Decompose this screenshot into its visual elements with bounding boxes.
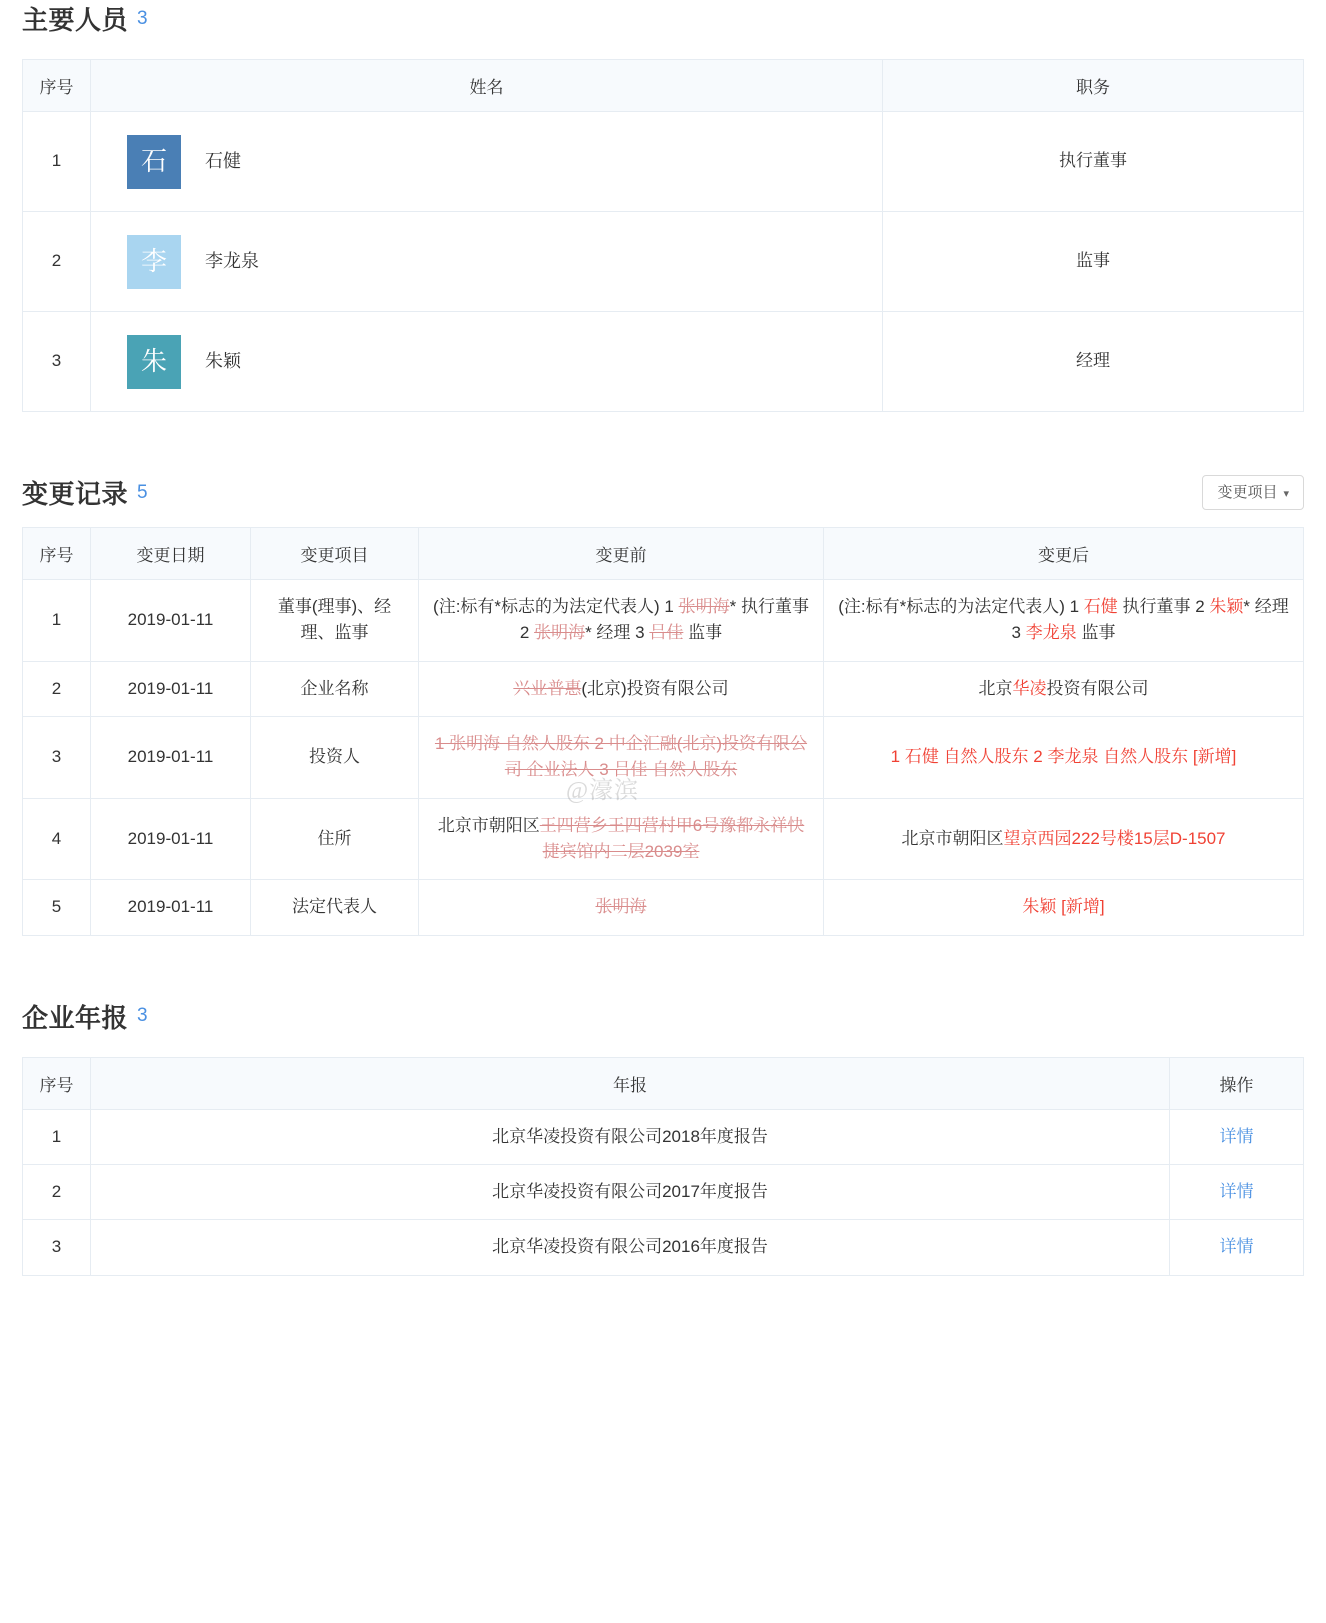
change-after bbox=[824, 717, 1304, 799]
changes-section-header bbox=[22, 474, 1304, 511]
plain-text: 投资有限公司 bbox=[1046, 678, 1149, 698]
personnel-index: 3 bbox=[23, 312, 91, 412]
changes-count: 5 bbox=[137, 481, 148, 503]
table-row bbox=[23, 798, 1304, 880]
changes-col-index: 序号 bbox=[23, 528, 91, 580]
table-row bbox=[23, 661, 1304, 716]
personnel-col-name: 姓名 bbox=[91, 60, 883, 112]
table-row bbox=[23, 312, 1304, 412]
plain-text: (北京)投资有限公司 bbox=[581, 678, 729, 698]
added-text: 华凌 bbox=[1012, 678, 1047, 698]
personnel-position: 经理 bbox=[883, 312, 1304, 412]
plain-text: * 执行董事 2 bbox=[519, 597, 809, 643]
plain-text: 执行董事 2 bbox=[1117, 597, 1210, 616]
table-row bbox=[23, 1109, 1304, 1164]
change-index: 4 bbox=[23, 798, 91, 880]
plain-text: * 经理 3 bbox=[1011, 597, 1289, 643]
watermark: @濠滨 bbox=[566, 778, 640, 804]
removed-text: 张明海 bbox=[534, 623, 586, 643]
table-row bbox=[23, 1220, 1304, 1275]
change-index: 3 bbox=[23, 717, 91, 799]
report-index: 1 bbox=[23, 1109, 91, 1164]
removed-text: 王四营乡王四营村甲6号豫都永祥快捷宾馆内二层2039室 bbox=[539, 815, 805, 862]
personnel-name[interactable]: 李龙泉 bbox=[205, 250, 259, 271]
changes-col-date: 变更日期 bbox=[91, 528, 251, 580]
report-index: 3 bbox=[23, 1220, 91, 1275]
personnel-name-cell bbox=[103, 135, 870, 189]
changes-title: 变更记录 bbox=[22, 479, 129, 509]
change-before bbox=[419, 798, 824, 880]
personnel-title: 主要人员 bbox=[22, 5, 129, 35]
personnel-name[interactable]: 朱颖 bbox=[205, 350, 241, 371]
change-before bbox=[419, 580, 824, 662]
change-date: 2019-01-11 bbox=[91, 798, 251, 880]
plain-text: (注:标有*标志的为法定代表人) 1 bbox=[433, 597, 679, 616]
change-date: 2019-01-11 bbox=[91, 580, 251, 662]
change-item: 投资人 bbox=[251, 717, 419, 799]
changes-table bbox=[22, 527, 1304, 936]
avatar: 朱 bbox=[127, 335, 181, 389]
added-text: 朱颖 [新增] bbox=[1022, 897, 1105, 917]
added-text: 1 石健 自然人股东 2 李龙泉 自然人股东 [新增] bbox=[890, 747, 1237, 767]
change-item-filter-button[interactable] bbox=[1202, 475, 1304, 510]
changes-col-after: 变更后 bbox=[824, 528, 1304, 580]
table-row bbox=[23, 112, 1304, 212]
added-text: 石健 bbox=[1083, 597, 1118, 616]
plain-text: 监事 bbox=[1076, 623, 1116, 643]
plain-text: 监事 bbox=[683, 623, 723, 643]
removed-text: 张明海 bbox=[595, 897, 647, 917]
report-name: 北京华凌投资有限公司2017年度报告 bbox=[91, 1165, 1170, 1220]
table-row bbox=[23, 580, 1304, 662]
added-text: 李龙泉 bbox=[1025, 623, 1077, 643]
personnel-name[interactable]: 石健 bbox=[205, 150, 241, 171]
table-row bbox=[23, 717, 1304, 799]
personnel-name-cell bbox=[103, 335, 870, 389]
report-name: 北京华凌投资有限公司2018年度报告 bbox=[91, 1109, 1170, 1164]
change-after bbox=[824, 880, 1304, 935]
personnel-section-header bbox=[22, 0, 1304, 37]
personnel-count: 3 bbox=[137, 7, 148, 29]
plain-text: 北京 bbox=[978, 678, 1013, 698]
plain-text: * 经理 3 bbox=[585, 623, 650, 643]
change-date: 2019-01-11 bbox=[91, 661, 251, 716]
table-row bbox=[23, 212, 1304, 312]
personnel-index: 1 bbox=[23, 112, 91, 212]
report-name: 北京华凌投资有限公司2016年度报告 bbox=[91, 1220, 1170, 1275]
change-item: 住所 bbox=[251, 798, 419, 880]
added-text: 朱颖 bbox=[1209, 597, 1244, 616]
personnel-col-index: 序号 bbox=[23, 60, 91, 112]
change-item-filter-label: 变更项目 bbox=[1217, 484, 1278, 501]
annual-reports-col-report: 年报 bbox=[91, 1057, 1170, 1109]
report-index: 2 bbox=[23, 1165, 91, 1220]
avatar: 李 bbox=[127, 235, 181, 289]
change-after bbox=[824, 580, 1304, 662]
plain-text: 北京市朝阳区 bbox=[437, 815, 540, 835]
personnel-name-cell bbox=[103, 235, 870, 289]
change-index: 5 bbox=[23, 880, 91, 935]
avatar: 石 bbox=[127, 135, 181, 189]
added-text: 望京西园222号楼15层D-1507 bbox=[1003, 828, 1226, 848]
change-index: 2 bbox=[23, 661, 91, 716]
change-date: 2019-01-11 bbox=[91, 880, 251, 935]
personnel-index: 2 bbox=[23, 212, 91, 312]
changes-col-item: 变更项目 bbox=[251, 528, 419, 580]
annual-reports-col-action: 操作 bbox=[1170, 1057, 1304, 1109]
change-item: 法定代表人 bbox=[251, 880, 419, 935]
change-after bbox=[824, 798, 1304, 880]
annual-reports-section-header bbox=[22, 998, 1304, 1035]
annual-reports-count: 3 bbox=[137, 1005, 148, 1027]
change-date: 2019-01-11 bbox=[91, 717, 251, 799]
changes-table-header-row bbox=[23, 528, 1304, 580]
plain-text: (注:标有*标志的为法定代表人) 1 bbox=[838, 597, 1084, 616]
report-detail-link[interactable]: 详情 bbox=[1219, 1237, 1254, 1257]
change-before bbox=[419, 717, 824, 799]
change-item: 董事(理事)、经理、监事 bbox=[251, 580, 419, 662]
change-index: 1 bbox=[23, 580, 91, 662]
plain-text: 北京市朝阳区 bbox=[901, 828, 1004, 848]
change-before bbox=[419, 661, 824, 716]
chevron-down-icon: ▾ bbox=[1283, 488, 1289, 500]
annual-reports-col-index: 序号 bbox=[23, 1057, 91, 1109]
annual-reports-table bbox=[22, 1057, 1304, 1276]
table-row bbox=[23, 880, 1304, 935]
annual-reports-table-header-row bbox=[23, 1057, 1304, 1109]
personnel-position: 执行董事 bbox=[883, 112, 1304, 212]
change-before bbox=[419, 880, 824, 935]
change-item: 企业名称 bbox=[251, 661, 419, 716]
annual-reports-title: 企业年报 bbox=[22, 1002, 129, 1033]
report-detail-link[interactable]: 详情 bbox=[1219, 1182, 1254, 1202]
removed-text: 1 张明海 自然人股东 2 中企汇融(北京)投资有限公司 企业法人 3 吕佳 自然人股东 bbox=[434, 734, 808, 780]
personnel-table bbox=[22, 59, 1304, 412]
personnel-col-position: 职务 bbox=[883, 60, 1304, 112]
table-row bbox=[23, 1165, 1304, 1220]
removed-text: 张明海 bbox=[678, 597, 730, 616]
removed-text: 兴业普惠 bbox=[513, 678, 582, 698]
changes-col-before: 变更前 bbox=[419, 528, 824, 580]
change-after bbox=[824, 661, 1304, 716]
report-detail-link[interactable]: 详情 bbox=[1219, 1126, 1254, 1146]
personnel-table-header-row bbox=[23, 60, 1304, 112]
personnel-position: 监事 bbox=[883, 212, 1304, 312]
removed-text: 吕佳 bbox=[649, 623, 684, 643]
